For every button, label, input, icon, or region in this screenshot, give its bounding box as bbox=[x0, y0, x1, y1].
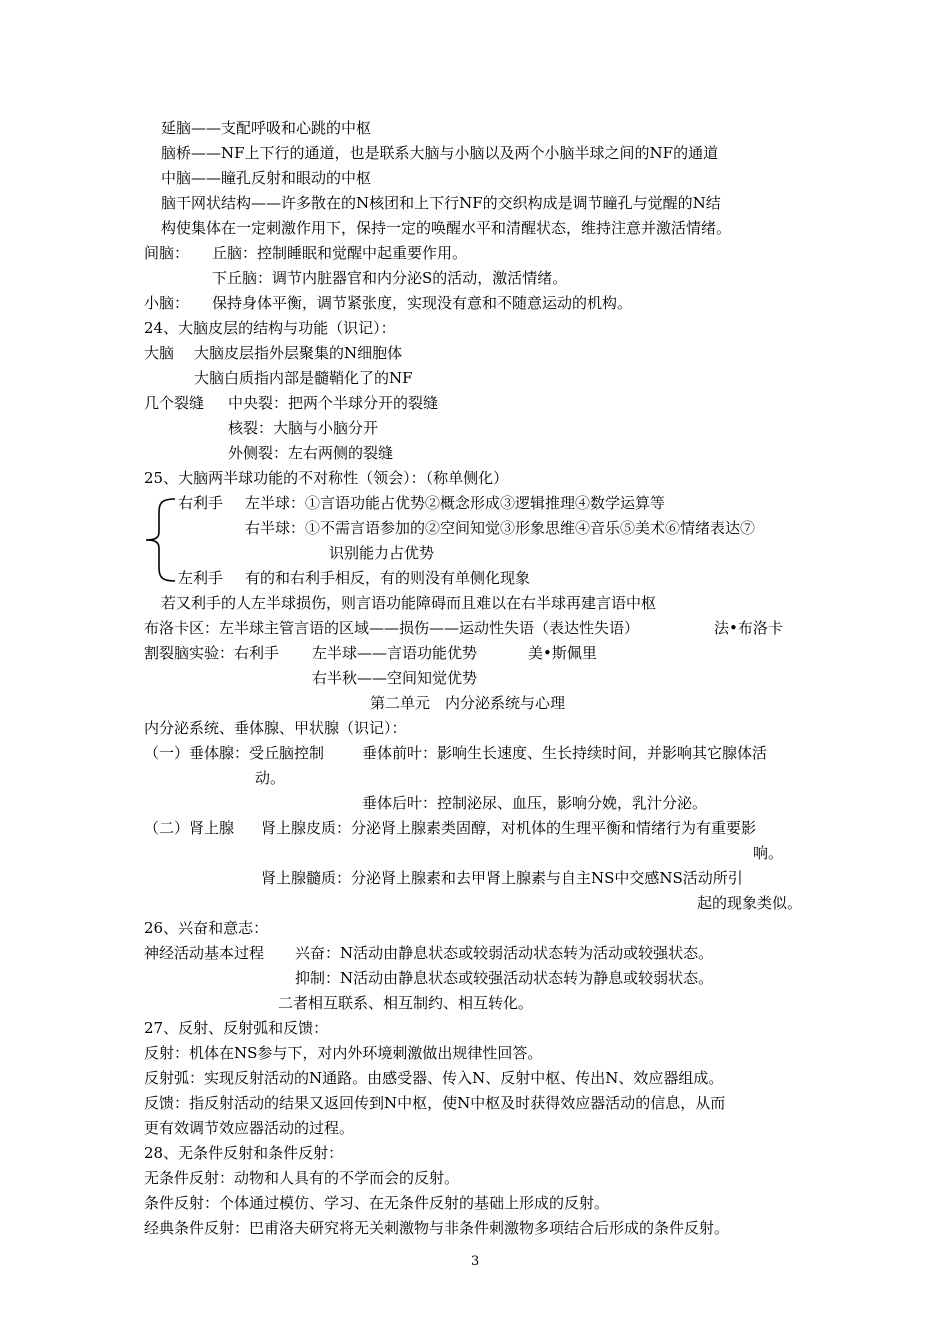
text-line: 割裂脑实验：右利手 bbox=[144, 644, 280, 662]
unit-title: 第二单元 内分泌系统与心理 bbox=[370, 694, 566, 712]
section-heading: 28、无条件反射和条件反射： bbox=[144, 1144, 344, 1162]
section-heading: 26、兴奋和意志： bbox=[144, 919, 269, 937]
text-line: 有的和右利手相反，有的则没有单侧化现象 bbox=[245, 569, 531, 587]
text-line: 更有效调节效应器活动的过程。 bbox=[144, 1119, 355, 1137]
text-line: 响。 bbox=[753, 844, 784, 862]
text-line: 核裂：大脑与小脑分开 bbox=[228, 419, 379, 437]
text-line: （二）肾上腺 bbox=[144, 819, 235, 837]
text-line: 大脑 bbox=[144, 344, 175, 362]
text-line: 大脑白质指内部是髓鞘化了的NF bbox=[194, 369, 413, 387]
text-line: 小脑： bbox=[144, 294, 190, 312]
text-line: 识别能力占优势 bbox=[329, 544, 435, 562]
text-line: 垂体后叶：控制泌尿、血压，影响分娩，乳汁分泌。 bbox=[362, 794, 708, 812]
text-line: 间脑： bbox=[144, 244, 190, 262]
section-heading: 27、反射、反射弧和反馈： bbox=[144, 1019, 329, 1037]
text-line: 反射：机体在NS参与下，对内外环境刺激做出规律性回答。 bbox=[144, 1044, 543, 1062]
text-line: 延脑——支配呼吸和心跳的中枢 bbox=[161, 119, 372, 137]
section-heading: 内分泌系统、垂体腺、甲状腺（识记）： bbox=[144, 719, 407, 737]
text-line: 构使集体在一定刺激作用下，保持一定的唤醒水平和清醒状态，维持注意并激活情绪。 bbox=[161, 219, 732, 237]
text-line: 二者相互联系、相互制约、相互转化。 bbox=[278, 994, 534, 1012]
text-line: 抑制：N活动由静息状态或较强活动状态转为静息或较弱状态。 bbox=[295, 969, 714, 987]
section-heading: 25、大脑两半球功能的不对称性（领会）：（称单侧化） bbox=[144, 469, 509, 487]
section-heading: 24、大脑皮层的结构与功能（识记）： bbox=[144, 319, 396, 337]
text-line: 外侧裂：左右两侧的裂缝 bbox=[228, 444, 394, 462]
text-line: 反射弧：实现反射活动的N通路。由感受器、传入N、反射中枢、传出N、效应器组成。 bbox=[144, 1069, 724, 1087]
text-line: 左半球：①言语功能占优势②概念形成③逻辑推理④数学运算等 bbox=[245, 494, 666, 512]
page-number: 3 bbox=[471, 1254, 480, 1269]
text-line: （一）垂体腺：受丘脑控制 bbox=[144, 744, 325, 762]
text-line: 法•布洛卡 bbox=[714, 619, 783, 637]
text-line: 右半球：①不需言语参加的②空间知觉③形象思维④音乐⑤美术⑥情绪表达⑦ bbox=[245, 519, 756, 537]
text-line: 条件反射：个体通过模仿、学习、在无条件反射的基础上形成的反射。 bbox=[144, 1194, 610, 1212]
text-line: 大脑皮层指外层聚集的N细胞体 bbox=[194, 344, 403, 362]
text-line: 垂体前叶：影响生长速度、生长持续时间，并影响其它腺体活 bbox=[362, 744, 768, 762]
text-line: 中脑——瞳孔反射和眼动的中枢 bbox=[161, 169, 372, 187]
text-line: 兴奋：N活动由静息状态或较弱活动状态转为活动或较强状态。 bbox=[295, 944, 714, 962]
text-line: 若又利手的人左半球损伤，则言语功能障碍而且难以在右半球再建言语中枢 bbox=[161, 594, 657, 612]
text-line: 左半球——言语功能优势 bbox=[312, 644, 478, 662]
text-line: 反馈：指反射活动的结果又返回传到N中枢，使N中枢及时获得效应器活动的信息，从而 bbox=[144, 1094, 726, 1112]
text-line: 布洛卡区：左半球主管言语的区域——损伤——运动性失语（表达性失语） bbox=[144, 619, 640, 637]
text-line: 丘脑：控制睡眠和觉醒中起重要作用。 bbox=[212, 244, 468, 262]
text-line: 神经活动基本过程 bbox=[144, 944, 265, 962]
text-line: 经典条件反射：巴甫洛夫研究将无关刺激物与非条件刺激物多项结合后形成的条件反射。 bbox=[144, 1219, 730, 1237]
text-line: 脑干网状结构——许多散在的N核团和上下行NF的交织构成是调节瞳孔与觉醒的N结 bbox=[161, 194, 721, 212]
text-line: 保持身体平衡，调节紧张度，实现没有意和不随意运动的机构。 bbox=[212, 294, 633, 312]
text-line: 肾上腺皮质：分泌肾上腺素类固醇，对机体的生理平衡和情绪行为有重要影 bbox=[261, 819, 757, 837]
text-line: 起的现象类似。 bbox=[697, 894, 803, 912]
text-line: 下丘脑：调节内脏器官和内分泌S的活动，激活情绪。 bbox=[212, 269, 568, 287]
text-line: 肾上腺髓质：分泌肾上腺素和去甲肾上腺素与自主NS中交感NS活动所引 bbox=[261, 869, 743, 887]
text-line: 脑桥——NF上下行的通道，也是联系大脑与小脑以及两个小脑半球之间的NF的通道 bbox=[161, 144, 719, 162]
text-line: 几个裂缝 bbox=[144, 394, 205, 412]
text-line: 无条件反射：动物和人具有的不学而会的反射。 bbox=[144, 1169, 460, 1187]
text-line: 动。 bbox=[255, 769, 286, 787]
text-line: 中央裂：把两个半球分开的裂缝 bbox=[228, 394, 439, 412]
text-line: 右利手 bbox=[178, 494, 224, 512]
text-line: 美•斯佩里 bbox=[528, 644, 597, 662]
text-line: 左利手 bbox=[178, 569, 224, 587]
curly-brace-icon bbox=[141, 496, 181, 584]
text-line: 右半秋——空间知觉优势 bbox=[312, 669, 478, 687]
